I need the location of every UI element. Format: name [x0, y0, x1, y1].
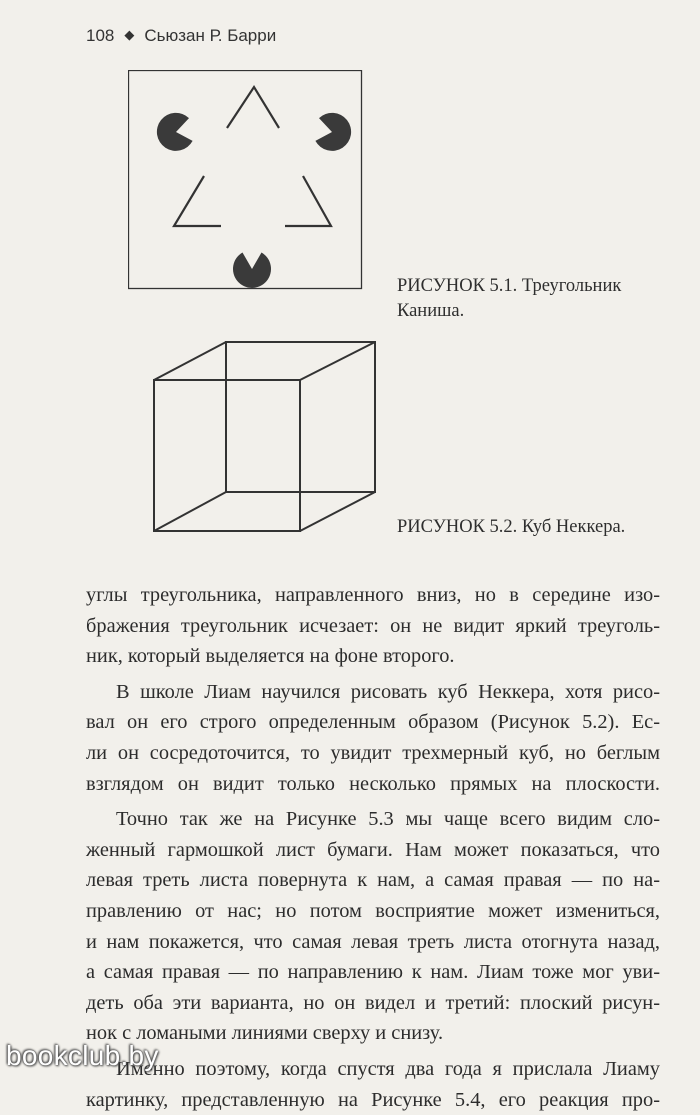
cube-edge-top-left [154, 342, 226, 380]
running-header [86, 26, 276, 46]
watermark: bookclub.by [6, 1040, 159, 1072]
text-line: а самая правая — по направлению к нам. Лиам тоже мог уви- [86, 957, 660, 988]
header-bullet: ◆ [124, 27, 134, 42]
pacman-top-left [157, 113, 193, 151]
text-line: левая треть листа повернута к нам, а самая правая — по на- [86, 865, 660, 896]
text-line: и нам покажется, что самая левая треть листа отогнута назад, [86, 927, 660, 958]
triangle-apex [227, 87, 279, 128]
cube-edge-bottom-left [154, 492, 226, 531]
text-line: бражения треугольник исчезает: он не видит яркий треуголь- [86, 611, 660, 642]
body-text [86, 580, 660, 1115]
figure-5-2-caption: РИСУНОК 5.2. Куб Неккера. [397, 515, 687, 540]
necker-cube-figure [146, 338, 382, 538]
text-line: Точно так же на Рисунке 5.3 мы чаще всего видим сло- [86, 804, 660, 835]
triangle-left-corner [174, 176, 221, 226]
figure-5-1-caption: РИСУНОК 5.1. Треугольник Каниша. [397, 274, 687, 324]
cube-edge-bottom-right [300, 492, 375, 531]
figure-frame [129, 71, 362, 289]
text-line: вал он его строго определенным образом (Рисунок 5.2). Ес- [86, 707, 660, 738]
text-line: ли он сосредоточится, то увидит трехмерный куб, но беглым [86, 738, 660, 769]
cube-edge-top-right [300, 342, 375, 380]
text-line: деть оба эти варианта, но он видел и третий: плоский рисун- [86, 988, 660, 1019]
author-name: Сьюзан Р. Барри [144, 26, 276, 45]
text-line: углы треугольника, направленного вниз, но в середине изо- [86, 580, 660, 611]
text-line: картинку, представленную на Рисунке 5.4, его реакция про- [86, 1085, 660, 1115]
text-line: взглядом он видит только несколько прямых на плоскости. [86, 769, 660, 800]
text-line: правлению от нас; но потом восприятие может измениться, [86, 896, 660, 927]
pacman-bottom [233, 253, 271, 288]
kanizsa-triangle-figure [128, 70, 363, 292]
text-line: нок с ломаными линиями сверху и снизу. [86, 1018, 660, 1049]
triangle-right-corner [285, 176, 331, 226]
text-line: ник, который выделяется на фоне второго. [86, 641, 660, 672]
text-line: Именно поэтому, когда спустя два года я прислала Лиаму [86, 1054, 660, 1085]
page-number: 108 [86, 26, 114, 45]
pacman-top-right [315, 113, 351, 151]
text-line: женный гармошкой лист бумаги. Нам может показаться, что [86, 835, 660, 866]
text-line: В школе Лиам научился рисовать куб Неккера, хотя рисо- [86, 677, 660, 708]
